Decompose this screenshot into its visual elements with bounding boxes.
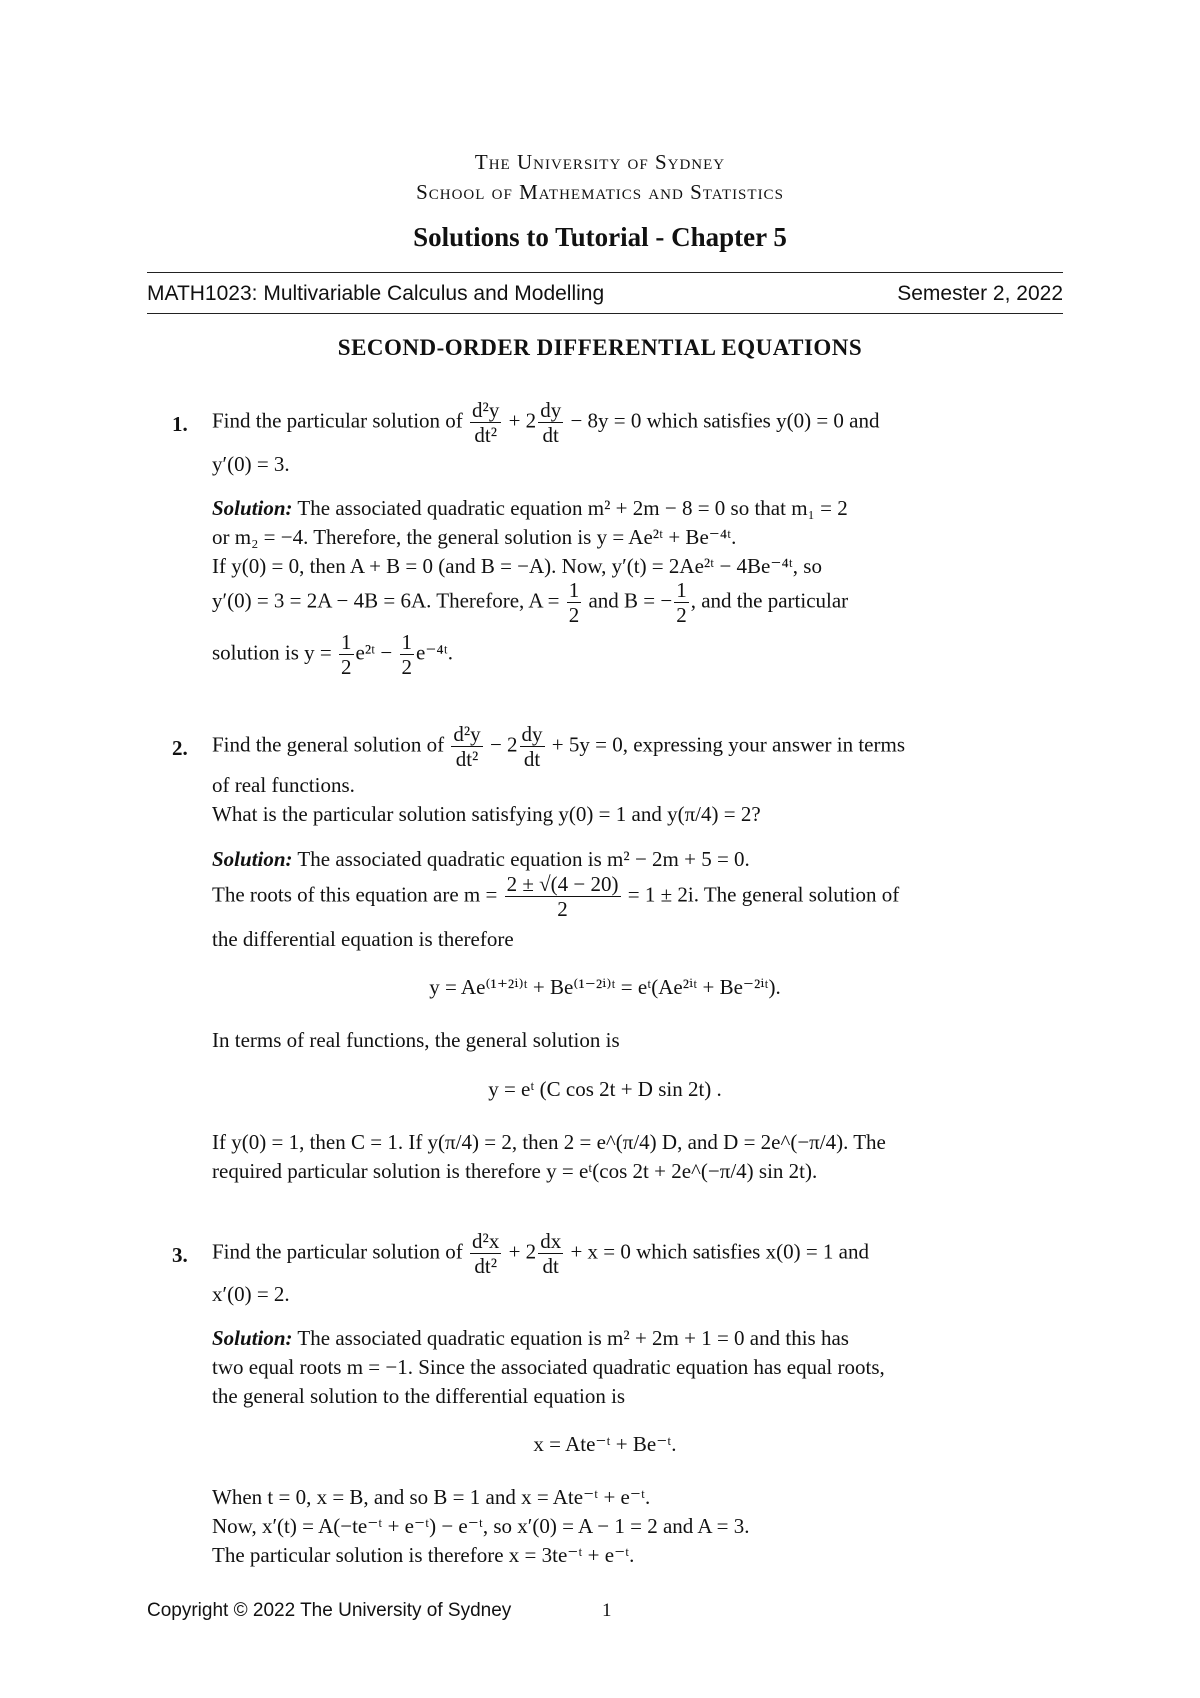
fraction: $\frac{1}{2}$ [341, 630, 352, 679]
fraction: $\frac{2 \pm √(4 - 20)}{2}$ [506, 872, 619, 921]
problem-3-number: 3. [172, 1243, 188, 1267]
fraction: $\frac{dy}{dt}$ [521, 722, 543, 771]
problem-1-solution-line: y′(0) = 3 = 2A − 4B = 6A. Therefore, A = $\frac{1}{2}$ and B = − $\frac{1}{2}$ , and the particular [212, 578, 849, 627]
course-name: MATH1023: Multivariable Calculus and Modelling [147, 282, 605, 305]
fraction: $\frac{\text{d²x}}{\text{dt²}}$ [472, 1229, 500, 1278]
fraction: $\frac{\text{d²y}}{\text{dt²}}$ [472, 398, 500, 447]
fraction: $\frac{\text{d²y}}{\text{dt²}}$ [453, 722, 481, 771]
problem-2-solution-line: the differential equation is therefore [212, 927, 514, 951]
problem-3-solution-line: The particular solution is therefore x = 3te⁻ᵗ + e⁻ᵗ. [212, 1543, 635, 1567]
display-equation: y = eᵗ (C cos 2t + D sin 2t) . [488, 1077, 722, 1101]
problem-1-solution-line: If y(0) = 0, then A + B = 0 (and B = −A). Now, y′(t) = 2Ae²ᵗ − 4Be⁻⁴ᵗ, so [212, 554, 822, 578]
page-title: Solutions to Tutorial - Chapter 5 [413, 222, 787, 252]
fraction: $\frac{dy}{dt}$ [540, 398, 562, 447]
problem-1-solution-line: solution is y = $\frac{1}{2}$ e²ᵗ − $\frac{1}{2}$ e⁻⁴ᵗ. [212, 630, 454, 679]
problem-2-question-cont: What is the particular solution satisfying y(0) = 1 and y(π/4) = 2? [212, 802, 761, 826]
problem-2-question-cont: of real functions. [212, 773, 355, 797]
problem-3-question: Find the particular solution of $\frac{\text{d²x}}{\text{dt²}}$ + 2 $\frac{dx}{dt}$ + x = 0 which satisfies x(0) = 1 and [212, 1229, 870, 1278]
top-rule [147, 272, 1063, 273]
copyright-footer: Copyright © 2022 The University of Sydney [147, 1600, 512, 1621]
solution-label: Solution: [212, 847, 293, 871]
problem-2-solution-line: Solution: The associated quadratic equation is m² − 2m + 5 = 0. [212, 847, 750, 871]
fraction: $\frac{1}{2}$ [676, 578, 687, 627]
problem-2-solution-line: The roots of this equation are m = $\frac{2 \pm √(4 - 20)}{2}$ = 1 ± 2i. The general solution of [212, 872, 900, 921]
problem-3-solution-line: two equal roots m = −1. Since the associated quadratic equation has equal roots, [212, 1355, 885, 1379]
problem-2-question: Find the general solution of $\frac{\text{d²y}}{\text{dt²}}$ − 2 $\frac{dy}{dt}$ + 5y = 0, expressing your answer in terms [212, 722, 905, 771]
problem-2-solution-line: required particular solution is therefore y = eᵗ(cos 2t + 2e^(−π/4) sin 2t). [212, 1159, 818, 1183]
solution-label: Solution: [212, 1326, 293, 1350]
problem-1-question: Find the particular solution of $\frac{\text{d²y}}{\text{dt²}}$ + 2 $\frac{dy}{dt}$ − 8y = 0 which satisfies y(0) = 0 and [212, 398, 880, 447]
fraction: $\frac{dx}{dt}$ [540, 1229, 562, 1278]
fraction: $\frac{1}{2}$ [401, 630, 413, 679]
semester: Semester 2, 2022 [897, 282, 1063, 305]
problem-3-solution-line: Solution: The associated quadratic equation is m² + 2m + 1 = 0 and this has [212, 1326, 849, 1350]
problem-1-number: 1. [172, 412, 188, 436]
problem-3-question-cont: x′(0) = 2. [212, 1282, 290, 1306]
problem-2-number: 2. [172, 736, 188, 760]
problem-1-solution-line: or m₂ = −4. Therefore, the general solution is y = Ae²ᵗ + Be⁻⁴ᵗ. [212, 525, 737, 549]
problem-2-solution-line: In terms of real functions, the general solution is [212, 1028, 620, 1052]
problem-3-solution-line: Now, x′(t) = A(−te⁻ᵗ + e⁻ᵗ) − e⁻ᵗ, so x′(0) = A − 1 = 2 and A = 3. [212, 1514, 750, 1538]
page-number: 1 [602, 1600, 612, 1621]
bottom-rule [147, 313, 1063, 314]
problem-2-solution-line: If y(0) = 1, then C = 1. If y(π/4) = 2, then 2 = e^(π/4) D, and D = 2e^(−π/4). The [212, 1130, 886, 1154]
course-row [147, 282, 1063, 306]
problem-3-solution-line: When t = 0, x = B, and so B = 1 and x = Ate⁻ᵗ + e⁻ᵗ. [212, 1485, 651, 1509]
display-equation: x = Ate⁻ᵗ + Be⁻ᵗ. [533, 1432, 677, 1456]
school-name: School of Mathematics and Statistics [416, 180, 784, 204]
problem-1-solution-line: Solution: The associated quadratic equation m² + 2m − 8 = 0 so that m₁ = 2 [212, 496, 848, 520]
solution-label: Solution: [212, 496, 293, 520]
display-equation: y = Ae⁽¹⁺²ⁱ⁾ᵗ + Be⁽¹⁻²ⁱ⁾ᵗ = eᵗ(Ae²ⁱᵗ + Be⁻²ⁱᵗ). [429, 975, 781, 999]
problem-1-question-cont: y′(0) = 3. [212, 452, 290, 476]
university-name: The University of Sydney [474, 150, 726, 174]
problem-3-solution-line: the general solution to the differential equation is [212, 1384, 626, 1408]
fraction: $\frac{1}{2}$ [568, 578, 580, 627]
topic-heading: SECOND-ORDER DIFFERENTIAL EQUATIONS [337, 335, 863, 360]
